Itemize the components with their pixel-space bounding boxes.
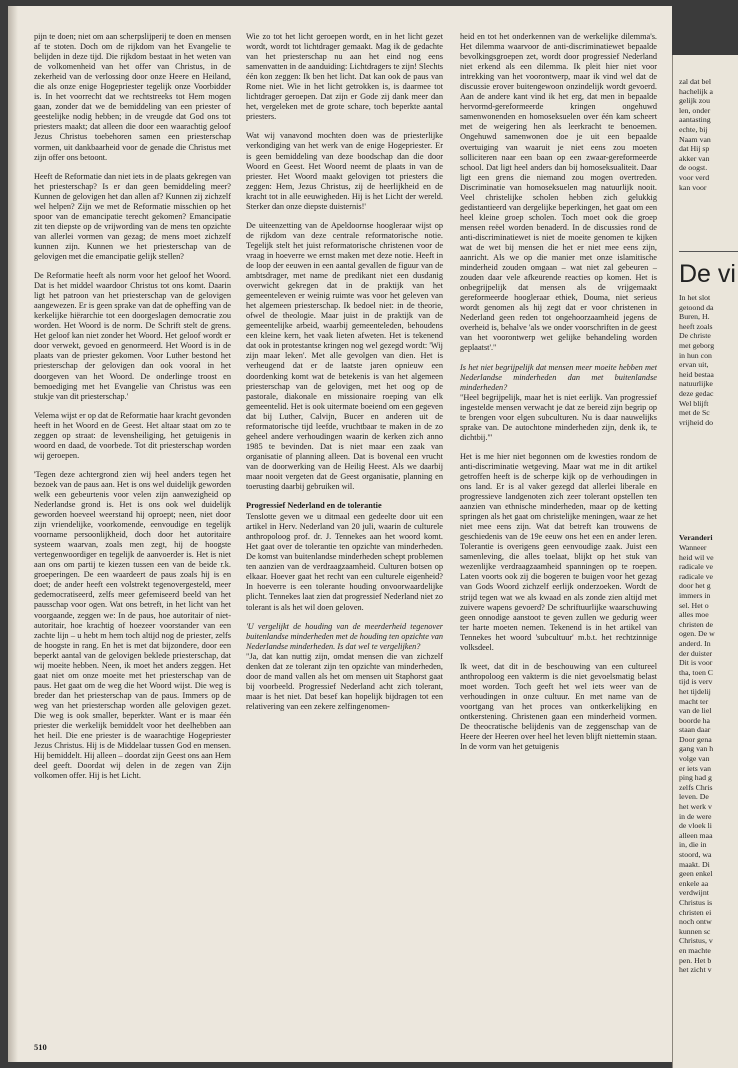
fragment-line: Dit is voor — [679, 658, 713, 668]
fragment-line: Wanneer — [679, 543, 707, 552]
fragment-line: deze gedac — [679, 388, 714, 398]
fragment-line: alles moe — [679, 610, 709, 620]
fragment-line: pen. Het b — [679, 955, 712, 965]
fragment-line: het tijdelij — [679, 686, 711, 696]
fragment-line: Door gena — [679, 734, 712, 744]
paragraph: Ik weet, dat dit in de beschouwing van een cultureel anthropoloog een vakterm is die niet gevoelsmatig belast moet worden. Toch geeft het wel iets weer van de verhoudingen in onze cultuur. En met name van de voortgang van het proces van ontkerkelijking en ontkerstening. Christenen gaan een minderheid vormen. De theocratische belijdenis van de zeggenschap van de Heere der Heeren over heel het leven blijft niettemin staan. In de vorm van het getuigenis — [460, 661, 657, 752]
fragment-line: sel. Het o — [679, 600, 709, 610]
fragment-line: voor verd — [679, 172, 710, 182]
fragment-line: met de Sc — [679, 408, 710, 418]
fragment-line: De christe — [679, 331, 711, 341]
fragment-line: van de liel — [679, 706, 712, 716]
fragment-line: len, onder — [679, 105, 711, 115]
fragment-line: geen enkel — [679, 869, 713, 879]
paragraph: Velema wijst er op dat de Reformatie haar kracht gevonden heeft in het Woord en de Geest. Het altaar staat om zo te zeggen op straat: de levensheiliging, het getuigenis in woord en daad, de voorbede. Tot dit priesterschap worden wij geroepen. — [34, 410, 231, 460]
fragment-top — [679, 77, 738, 192]
page-gutter — [8, 6, 18, 1062]
fragment-line: stoord, wa — [679, 850, 712, 859]
fragment-line: der duister — [679, 648, 713, 658]
fragment-line: Buren, H. — [679, 312, 710, 322]
magazine-page — [8, 6, 672, 1062]
interview-question: 'U vergelijkt de houding van de meerderheid tegenover buitenlandse minderheden met de houding ten opzichte van Nederlandse minderheden. Is dat wel te vergelijken? — [246, 621, 443, 651]
fragment-line: heid wil ve — [679, 552, 714, 562]
fragment-line: aantasting — [679, 115, 711, 125]
fragment-line: leven. De — [679, 792, 709, 802]
fragment-line: zal dat bel — [679, 77, 712, 86]
divider — [679, 251, 738, 252]
fragment-line: in hun con — [679, 350, 712, 360]
fragment-line: radicale ve — [679, 562, 713, 572]
fragment-line: macht ter — [679, 696, 709, 706]
interview-question: Is het niet begrijpelijk dat mensen meer moeite hebben met Nederlandse minderheden dan met buitenlandse minderheden? — [460, 362, 657, 392]
fragment-line: door het g — [679, 581, 711, 591]
paragraph: Heeft de Reformatie dan niet iets in de plaats gekregen van het priesterschap? Is er dan geen bemiddeling meer? Kunnen de gelovigen het dan allen af? Kunnen zij zichzelf wel helpen? Zijn we met de Reformatie misschien op het spoor van de emancipatie terecht gekomen? Emancipatie zit ten diepste op de vrijwording van de mens ten opzichte van allerlei vormen van gezag; de mens moet zichzelf kunnen zijn. Kunnen we het priesterschap van de gelovigen met die emancipatie gelijk stellen? — [34, 171, 231, 261]
paragraph: 'Tegen deze achtergrond zien wij heel anders tegen het bezoek van de paus aan. Het is ons wel duidelijk geworden welk een gebeurtenis voor velen zijn aanwezigheid op Nederlandse grond is. Het is ons ook wel duidelijk geworden hoeveel weerstand hij oproept; neen, niet door zijn vriendelijke, voorkomende, eenvoudige en tegelijk voorname persoonlijkheid, doch door het autoritaire systeem waarvan, zoals men zegt, hij de hoogste vertegenwoordiger en tegelijk de aanvoerder is. Het is niet aan ons om partij te kiezen tussen een van de beide r.k. groeperingen. De een waardeert de paus zoals hij is en doet; de ander heeft een volstrekt tegenovergesteld, meer gedemocratiseerd, zelfs meer gefemiseerd beeld van het pausschap voor ogen. Wat ons betreft, in het licht van het voorgaande, zeggen we: In de paus, hoe autoritair of niet-autoritair, hoe krachtig of hoezeer voorstander van een zachte lijn – u hebt m hem toch altijd nog de priester, zelfs de hoogste in rang. En het is met dat bijzondere, door een beperkt aantal van de gelovigen beklede priesterschap, dat wij moeite hebben. Neen, ik moet het anders zeggen. Het gaat niet om onze moeite met het priesterschap van de paus. Het gaat om de weg die het Woord wijst. Die weg is breder dan het priesterschap van de paus. Immers op de weg van het priesterschap worden alle gelovigen gezet. Die weg is ook smaller, beperkter. Want er is maar één priester die werkelijk bemiddelt voor het deelhebben aan het heil. Die ene priester is de waarachtige Hogepriester Jezus Christus. Hij is de Middelaar tussen God en mensen. Hij bemiddelt. Hij alleen – doordat zijn Geest ons aan Hem deel geeft. Doordat wij delen in de zegen van Zijn volkomen offer. Hij is het Licht. — [34, 469, 231, 781]
fragment-line: staan daar — [679, 725, 711, 735]
fragment-line: verdwijnt — [679, 888, 709, 898]
adjacent-page-fragment — [672, 55, 738, 1068]
fragment-line: christen ei — [679, 907, 712, 917]
paragraph: heid en tot het onderkennen van de werkelijke dilemma's. Het dilemma waarvoor de anti-discriminatiewet bepaalde bevolkingsgroepen zet, wordt door progressief Nederland niet erkend als een dilemma. Ik pleit hier niet voor intrekking van het voorontwerp, maar ik vind wel dat de discussie erover buitengewoon onzindelijk wordt gevoerd. Aan de andere kant vind ik het erg, dat men in bepaalde hervormd-gereformeerde kringen ongehuwd samenwonenden en homoseksuelen over één kam scheert met de weigering hen als leerkracht te benoemen. Ongehuwd samenwonen doe je uit een bepaalde overtuiging van waaruit je niet eens zou moeten solliciteren naar een baan op een zwaar-gereformeerde school. Dat ligt heel anders dan bij homoseksualiteit. Daar ligt een grens die niemand zou mogen overtreden. Discriminatie van homoseksuelen mag natuurlijk nooit. Veel christelijke scholen hebben zich gelukkig gedistantieerd van dergelijke beperkingen, het gaat om een heel kleine groep scholen. Toch moet ook die groep mensen reëel worden benaderd. In de discussies rond de anti-discriminatiewet is niet de moeite genomen te kijken wat de wet bij mensen die het er niet mee eens zijn, aanricht. Als we op die manier met onze islamitische minderheid zouden omgaan – wat niet zal gebeuren – zouden daar vele afkeurende reacties op komen. Het is onbegrijpelijk dat mensen als de vrijgemaakt gereformeerde hoogleraar ethiek, Douma, niet serieus wordt genomen als hij zegt dat er voor christenen in Nederland geen reden tot ongehoorzaamheid jegens de overheid is, behalve 'als we onder voorschriften in de geest van het voorontwerp wet gelijke behandeling worden geplaatst'." — [460, 32, 657, 353]
fragment-line: Naam van — [679, 134, 711, 144]
fragment-line: het zicht v — [679, 965, 712, 975]
page-number: 510 — [34, 1042, 47, 1052]
fragment-line: In het slot — [679, 293, 711, 302]
fragment-line: zelfs Chris — [679, 782, 713, 792]
fragment-line: Wel blijft — [679, 398, 709, 408]
fragment-line: enkele aa — [679, 878, 709, 888]
fragment-line: kunnen sc — [679, 926, 711, 936]
fragment-line: noch ontw — [679, 917, 712, 927]
fragment-line: vrijheid do — [679, 417, 713, 427]
fragment-line: maakt. Di — [679, 859, 710, 869]
paragraph: Het is me hier niet begonnen om de kwesties rondom de anti-discriminatie wetgeving. Maar wat me in dit artikel getroffen heeft is de scherpe kijk op de verhoudingen in ons land. Er is al vaker gezegd dat allerlei liberale en progressieve landgenoten zich zeer tolerant opstellen ten aanzien van ethnische minderheden, maar op de ketting springen als het gaat om christelijke meningen, waar ze het niet mee eens zijn. Wat dat betreft kan trouwens de geschiedenis van de 19e eeuw ons het een en ander leren. Tolerantie is overigens geen eenvoudige zaak. Juist een samenleving, die alles toelaat, blijkt op het stuk van wezenlijke verdraagzaamheid spanningen op te roepen. Laten voorts ook zij die bogeren te buigen voor het gezag van Gods Woord zichzelf eerlijk onderzoeken. Wordt de strijd tegen wat we als kwaad en als zonde zien altijd met zuivere wapens gevoerd? De schriftuurlijke waarschuwing geen onnodige aanstoot te geven zullen we gedurig weer ter harte moeten nemen. Tekenend is in het artikel van Tennekes het woord 'subcultuur' m.b.t. het rechtzinnige volksdeel. — [460, 451, 657, 652]
fragment-line: de oogst. — [679, 163, 708, 173]
fragment-line: immers in — [679, 590, 711, 600]
fragment-line: Christus, v — [679, 936, 713, 946]
fragment-line: hachelijk a — [679, 86, 713, 96]
fragment-line: en machte — [679, 945, 711, 955]
column-2 — [246, 32, 443, 1042]
paragraph: "Ja, dat kan nuttig zijn, omdat mensen die van zichzelf denken dat ze tolerant zijn ten opzichte van minderheden, door de mand vallen als het om mensen uit Staphorst gaat bij voorbeeld. Progressief Nederland acht zich tolerant, maar is het niet. Dat besef kan hopelijk bijdragen tot een relativering van een zekere zelfingenomen- — [246, 651, 443, 711]
fragment-line: Christus is — [679, 897, 713, 907]
fragment-line: gang van h — [679, 744, 714, 754]
fragment-line: echte, bij — [679, 124, 708, 134]
fragment-line: anderd. In — [679, 638, 711, 648]
fragment-subheading: Veranderi — [679, 533, 713, 542]
section-title: Progressief Nederland en de tolerantie — [246, 501, 382, 511]
fragment-body-2 — [679, 543, 738, 975]
fragment-line: boorde ha — [679, 715, 710, 725]
paragraph: Wat wij vanavond mochten doen was de priesterlijke verkondiging van het werk van de enige Hogepriester. Er is geen bemiddeling van deze boodschap dan die door Woord en Geest. Het Woord neemt de plaats in van de priester. Het Woord maakt gelovigen tot priesters die zeggen: Hem, Jezus Christus, zij de heerlijkheid en de kracht tot in alle eeuwigheden. Hij is het Licht der wereld. Sterker dan onze diepste duisternis!' — [246, 131, 443, 211]
fragment-line: in de were — [679, 811, 712, 821]
fragment-heading: De vi — [679, 260, 736, 288]
fragment-line: alleen maa — [679, 830, 713, 840]
fragment-line: radicale ve — [679, 571, 713, 581]
column-1 — [34, 32, 231, 1042]
fragment-line: tha, toen C — [679, 667, 713, 677]
fragment-line: akker van — [679, 153, 710, 163]
fragment-line: in, die in — [679, 840, 707, 850]
column-3 — [460, 32, 657, 1042]
paragraph: De Reformatie heeft als norm voor het geloof het Woord. Dat is het middel waardoor Christus tot ons komt. Daarin ligt het patroon van het priesterschap van de gelovigen aangewezen. Er is geen sprake van dat de opheffing van de kerkelijke hiërarchie tot een doorgeslagen democratie zou worden. Het Woord is de norm. De Schrift stelt de grens. Het geloof kan niet zonder het Woord. Het geloof wordt er door verwekt, gevoed en genormeerd. Het Woord is in de plaats van de priester gekomen. Voor Luther bestond het priesterschap der gelovigen dan ook vooral in het doorgeven van het Woord. De onderlinge troost en bemoediging met het Evangelie van Christus was een stukje van dit priesterschap.' — [34, 271, 231, 401]
fragment-line: gelijk zou — [679, 96, 710, 106]
fragment-line: kan voor — [679, 182, 707, 192]
fragment-line: de vloek li — [679, 821, 712, 831]
fragment-line: heeft zoals — [679, 321, 713, 331]
fragment-line: christen de — [679, 619, 713, 629]
paragraph: De uiteenzetting van de Apeldoornse hoogleraar wijst op de rijkdom van deze centrale reformatorische notie. Tegelijk stelt het juist reformatorische christenen voor de vraag in hoeverre we ernst maken met deze notie. Heeft in de loop der eeuwen in een aantal gevallen de figuur van de ambtsdrager, met name de predikant niet een dusdanig overwicht gekregen dat in de praktijk van het gemeenteleven er weinig ruimte was voor het geleven van het algemeen priesterschap. Ik bedoel niet: in de theorie, ofwel de theologie. Maar juist in de praktijk van de gemeentelijke arbeid, waarbij gemeenteleden, behoudens een kleine kern, het vaak lieten afweten. Het is tekenend dat ook in protestantse kringen nog wel gezegd wordt: 'Wij zijn maar leken'. Met alle gevolgen van dien. Het is verheugend dat er de laatste jaren opnieuw een doordenking komt wat de betekenis is van het algemeen priesterschap van de gelovigen, met het oog op de pastorale, diakonale en missionaire roeping van elk gemeentelid. Het is ook uitermate boeiend om een gegeven dat bij Luther, Calvijn, Bucer en anderen uit de reformatorische tijd leefde, vruchtbaar te maken in de zo geheel andere verhoudingen waarin de kerken zich anno 1985 te bevinden. Dat is niet maar een zaak van organisatie of planning alleen. Dat is bovenal een vrucht van de doorwerking van de Heilig Heest. Als we daarbij maar nooit vergeten dat de Geest organisatie, planning en toerusting daarbij gebruiken wil. — [246, 220, 443, 492]
fragment-line: dat Hij sp — [679, 144, 710, 154]
paragraph: pijn te doen; niet om aan scherpslijperij te doen en mensen af te stoten. Doch om de rijkdom van het Evangelie te belijden in deze tijd. Die rijkdom bestaat in het weten van de volkomenheid van het offer van Christus, in de zekerheid van de verlossing door onze Heere en Heiland, die als onze enige Hogepriester tegelijk onze Voorbidder is. In het voorrecht dat we rechtstreeks tot Hem mogen gaan, zonder dat we de bemiddeling van een priester of geestelijke nodig hebben; in de vreugde dat God ons tot priesters maakt; dat alleen die door een waarachtig geloof Jezus Christus toebehoren samen een priesterschap vormen, uit dankbaarheid voor de genade die Christus met zijn offer ons betoont. — [34, 32, 231, 162]
fragment-line: het werk v — [679, 802, 712, 812]
fragment-line: natuurlijke — [679, 379, 713, 389]
fragment-line: ervan uit, — [679, 360, 709, 370]
paragraph: "Heel begrijpelijk, maar het is niet eerlijk. Van progressief ingestelde mensen verwacht je dat ze bereid zijn begrip op te brengen voor elgen subculturen. Nu is daar nauwelijks sprake van. De autochtone minderheden zijn, denk ik, te dichtbij."' — [460, 392, 657, 442]
fragment-line: ogen. De w — [679, 629, 715, 639]
fragment-line: tijd is verv — [679, 677, 713, 687]
fragment-line: ping had g — [679, 773, 712, 783]
fragment-line: volge van — [679, 754, 710, 764]
paragraph: Wie zo tot het licht geroepen wordt, en in het licht gezet wordt, wordt tot lichtdrager gemaakt. Mag ik de gedachte van het priesterschap nu aan het eind nog eens samenvatten in de aanduiding: Lichtdragers te zijn! Slechts één kon zeggen: Ik ben het licht. Dat kan ook de paus van Rome niet. Wie in het licht getrokken is, is daarmee tot lichtdrager geroepen. Dat zijn er Gode zij dank meer dan het, vergeleken met de grote schare, toch beperkte aantal priesters. — [246, 32, 443, 122]
fragment-line: met geborg — [679, 340, 715, 350]
fragment-body — [679, 293, 738, 427]
fragment-line: heid bestaa — [679, 369, 714, 379]
paragraph: Tenslotte geven we u ditmaal een gedeelte door uit een artikel in Herv. Nederland van 20 juli, waarin de culturele anthropoloog prof. dr. J. Tennekes aan het woord komt. Het gaat over de tolerantie ten opzichte van minderheden. De komst van buitenlandse minderheden schept problemen ten aanzien van de verdraagzaamheid. Culturen botsen op elkaar. Hoever gaat het recht van een culturele eigenheid? In hoeverre is een tolerante houding onvoorwaardelijke plicht. Tennekes laat zien dat progressief Nederland niet zo tolerant is als het wil doen geloven. — [246, 512, 443, 612]
fragment-line: er iets van — [679, 763, 712, 773]
fragment-line: getoond da — [679, 302, 714, 312]
